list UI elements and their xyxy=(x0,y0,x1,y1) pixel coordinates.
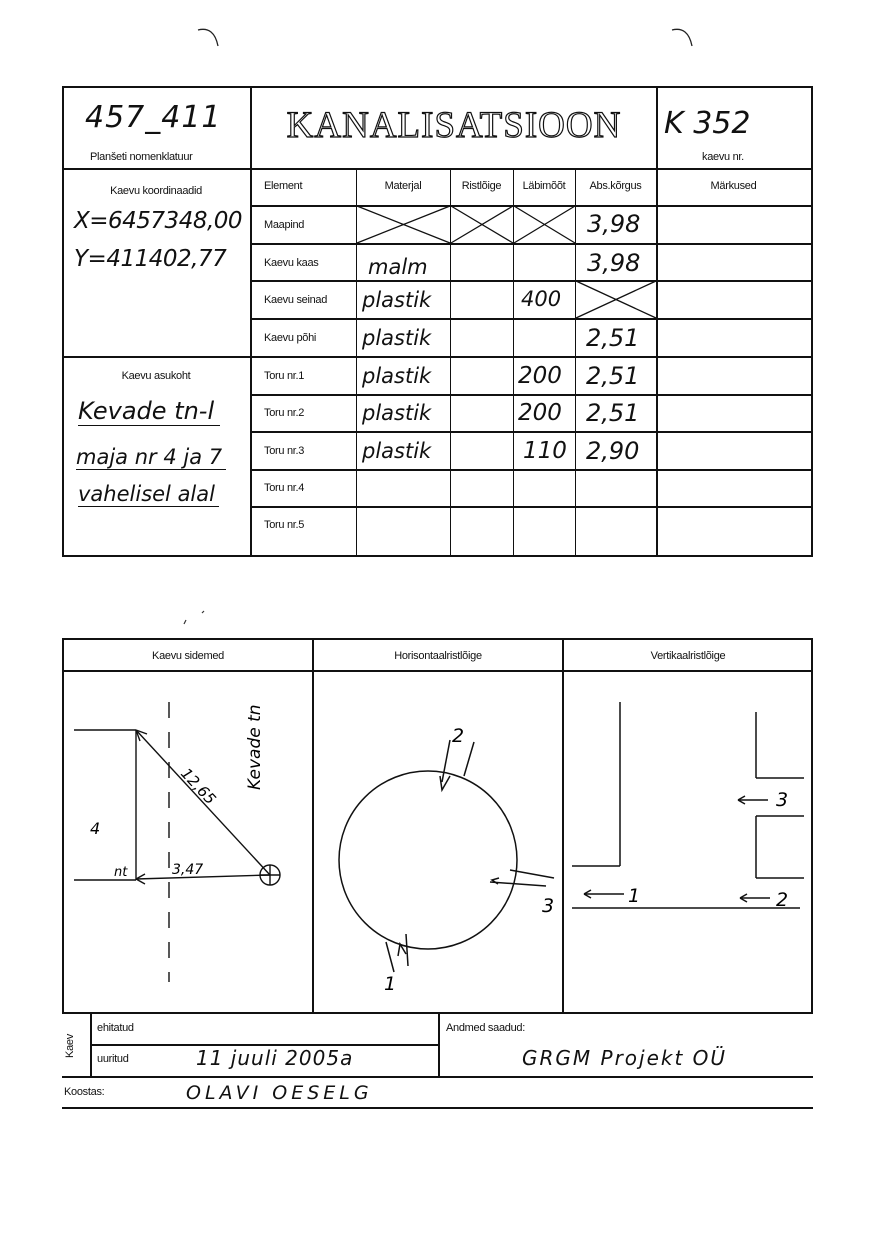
row-elevation-bottom: 2,51 xyxy=(586,324,640,352)
location-line-3: vahelisel alal xyxy=(78,482,219,507)
row-elevation-pipe-3: 2,90 xyxy=(586,437,640,465)
row-element-pipe-4: Toru nr.4 xyxy=(264,482,305,494)
data-source-label: Andmed saadud: xyxy=(446,1022,525,1034)
col-header-diameter: Läbimõõt xyxy=(522,180,566,192)
footer-side-label: Kaev xyxy=(63,1034,76,1058)
surveyed-label: uuritud xyxy=(97,1053,129,1065)
sketch-header-ties: Kaevu sidemed xyxy=(152,650,224,662)
row-material-walls: plastik xyxy=(362,288,432,312)
row-element-pipe-3: Toru nr.3 xyxy=(264,445,305,457)
coordinate-x: X=6457348,00 xyxy=(74,208,243,234)
vertical-pipe-1-label: 1 xyxy=(628,885,641,907)
location-label: Kaevu asukoht xyxy=(121,370,191,382)
row-diameter-pipe-2: 200 xyxy=(518,400,562,426)
page-title: KANALISATSIOON xyxy=(286,105,622,146)
row-element-pipe-2: Toru nr.2 xyxy=(264,407,305,419)
vertical-pipe-3-label: 3 xyxy=(776,789,789,811)
vertical-pipe-2-label: 2 xyxy=(776,889,789,911)
col-header-material: Materjal xyxy=(384,180,422,192)
col-header-remarks: Märkused xyxy=(710,180,757,192)
row-material-pipe-2: plastik xyxy=(362,401,432,425)
tie-vertical-label: 4 xyxy=(90,819,101,838)
row-diameter-pipe-1: 200 xyxy=(518,363,562,389)
built-label: ehitatud xyxy=(97,1022,134,1034)
sheet-number: 457_411 xyxy=(85,100,222,135)
stray-marks xyxy=(180,608,210,628)
col-header-elevation: Abs.kõrgus xyxy=(589,180,642,192)
col-header-cross-section: Ristlõige xyxy=(461,180,502,192)
not-applicable-marks xyxy=(0,0,874,560)
well-label: kaevu nr. xyxy=(702,151,744,163)
compiled-by: OLAVI OESELG xyxy=(186,1082,373,1104)
row-element-walls: Kaevu seinad xyxy=(264,294,328,306)
row-diameter-walls: 400 xyxy=(521,287,562,311)
compiled-label: Koostas: xyxy=(64,1086,105,1098)
row-elevation-lid: 3,98 xyxy=(587,249,641,277)
location-line-2: maja nr 4 ja 7 xyxy=(76,445,226,470)
row-material-bottom: plastik xyxy=(362,326,432,350)
row-element-ground: Maapind xyxy=(264,219,305,231)
data-source-value: GRGM Projekt OÜ xyxy=(522,1046,728,1070)
horizontal-section-sketch xyxy=(314,672,562,1012)
row-material-lid: malm xyxy=(368,255,428,279)
row-element-lid: Kaevu kaas xyxy=(264,257,319,269)
street-name-label: Kevade tn xyxy=(245,704,265,790)
row-element-pipe-5: Toru nr.5 xyxy=(264,519,305,531)
well-number: K 352 xyxy=(664,106,751,141)
row-material-pipe-1: plastik xyxy=(362,364,432,388)
row-material-pipe-3: plastik xyxy=(362,439,432,463)
location-line-1: Kevade tn-l xyxy=(78,397,220,426)
coordinates-label: Kaevu koordinaadid xyxy=(110,185,202,197)
row-elevation-pipe-1: 2,51 xyxy=(586,362,640,390)
horizontal-pipe-1-label: 1 xyxy=(384,973,397,995)
tie-diagonal-label: 12,65 xyxy=(177,764,220,809)
surveyed-date: 11 juuli 2005a xyxy=(196,1046,354,1070)
vertical-section-sketch xyxy=(564,672,812,1012)
row-element-bottom: Kaevu põhi xyxy=(264,332,317,344)
sketch-header-vertical: Vertikaalristlõige xyxy=(650,650,726,662)
sheet-label: Planšeti nomenklatuur xyxy=(90,151,193,163)
horizontal-pipe-3-label: 3 xyxy=(542,895,555,917)
horizontal-pipe-2-label: 2 xyxy=(452,725,465,747)
row-element-pipe-1: Toru nr.1 xyxy=(264,370,305,382)
tie-horizontal-label: 3,47 xyxy=(172,862,204,878)
sketch-header-horizontal: Horisontaalristlõige xyxy=(394,650,482,662)
row-elevation-ground: 3,98 xyxy=(587,210,641,238)
tie-corner-label: nt xyxy=(114,865,128,880)
row-elevation-pipe-2: 2,51 xyxy=(586,399,640,427)
coordinate-y: Y=411402,77 xyxy=(74,246,227,272)
ties-sketch xyxy=(64,672,312,1012)
col-header-element: Element xyxy=(264,180,303,192)
row-diameter-pipe-3: 110 xyxy=(523,438,567,464)
